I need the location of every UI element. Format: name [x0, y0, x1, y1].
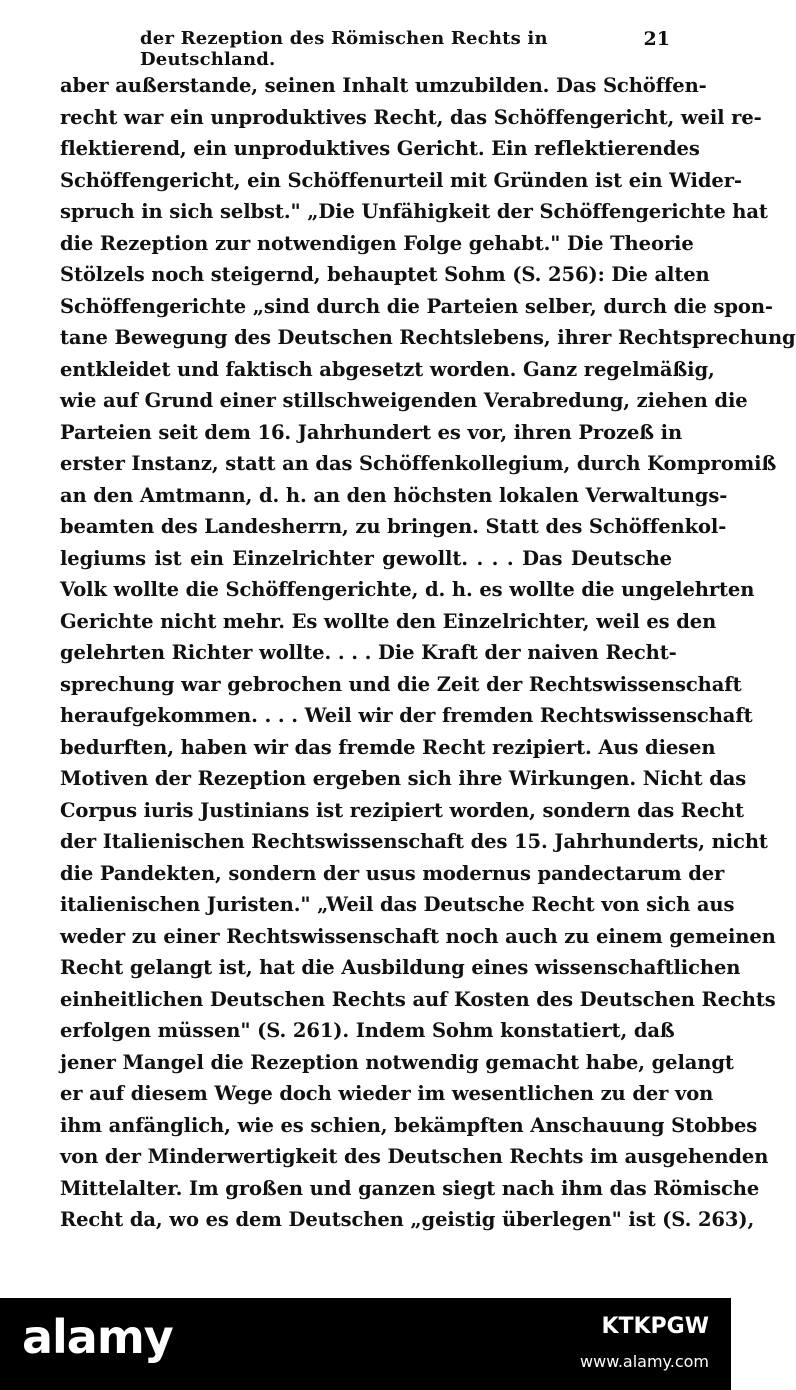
text-line: heraufgekommen. . . . Weil wir der fremden Rechtswissenschaft: [60, 704, 753, 727]
body-text: [60, 70, 796, 1236]
text-line: spruch in sich selbst." „Die Unfähigkeit der Schöffengerichte hat: [60, 200, 768, 223]
text-line: recht war ein unproduktives Recht, das Schöffengericht, weil re-: [60, 105, 762, 129]
text-line: er auf diesem Wege doch wieder im wesentlichen zu der von: [60, 1082, 714, 1105]
text-line: Stölzels noch steigernd, behauptet Sohm (S. 256): Die alten: [60, 263, 710, 286]
text-line: beamten des Landesherrn, zu bringen. Statt des Schöffenkol-: [60, 515, 727, 538]
text-line: Parteien seit dem 16. Jahrhundert es vor, ihren Prozeß in: [60, 420, 683, 444]
watermark-logo: alamy: [22, 1310, 173, 1364]
watermark-bar: [0, 1298, 731, 1390]
text-line: Volk wollte die Schöffengerichte, d. h. es wollte die ungelehrten: [60, 578, 755, 601]
text-line: die Pandekten, sondern der usus modernus pandectarum der: [60, 861, 725, 885]
text-line: legiums ist ein Einzelrichter gewollt. . . . Das Deutsche: [60, 546, 672, 570]
text-line: sprechung war gebrochen und die Zeit der Rechtswissenschaft: [60, 672, 742, 696]
text-line: erfolgen müssen" (S. 261). Indem Sohm konstatiert, daß: [60, 1019, 675, 1042]
text-line: aber außerstande, seinen Inhalt umzubilden. Das Schöffen-: [60, 74, 707, 97]
text-line: Gerichte nicht mehr. Es wollte den Einzelrichter, weil es den: [60, 609, 717, 633]
watermark-url: www.alamy.com: [580, 1352, 709, 1371]
text-line: Recht gelangt ist, hat die Ausbildung eines wissenschaftlichen: [60, 956, 741, 979]
text-line: der Italienischen Rechtswissenschaft des 15. Jahrhunderts, nicht: [60, 830, 768, 853]
text-line: wie auf Grund einer stillschweigenden Verabredung, ziehen die: [60, 389, 748, 412]
text-line: von der Minderwertigkeit des Deutschen Rechts im ausgehenden: [60, 1145, 769, 1168]
text-line: Schöffengerichte „sind durch die Parteien selber, durch die spon-: [60, 294, 773, 318]
text-line: Corpus iuris Justinians ist rezipiert worden, sondern das Recht: [60, 798, 744, 822]
text-line: an den Amtmann, d. h. an den höchsten lokalen Verwaltungs-: [60, 483, 728, 507]
text-line: ihm anfänglich, wie es schien, bekämpften Anschauung Stobbes: [60, 1113, 758, 1137]
text-line: Mittelalter. Im großen und ganzen siegt nach ihm das Römische: [60, 1176, 760, 1200]
page-number: 21: [643, 28, 670, 50]
running-head: [60, 28, 670, 70]
text-line: erster Instanz, statt an das Schöffenkollegium, durch Kompromiß: [60, 452, 777, 475]
text-line: tane Bewegung des Deutschen Rechtslebens, ihrer Rechtsprechung: [60, 326, 796, 349]
text-line: italienischen Juristen." „Weil das Deutsche Recht von sich aus: [60, 893, 735, 916]
text-line: Motiven der Rezeption ergeben sich ihre Wirkungen. Nicht das: [60, 767, 747, 790]
text-line: Schöffengericht, ein Schöffenurteil mit Gründen ist ein Wider-: [60, 168, 742, 192]
text-line: jener Mangel die Rezeption notwendig gemacht habe, gelangt: [60, 1050, 734, 1074]
text-line: weder zu einer Rechtswissenschaft noch auch zu einem gemeinen: [60, 924, 776, 948]
running-title: der Rezeption des Römischen Rechts in Deutschland.: [140, 28, 548, 70]
text-line: flektierend, ein unproduktives Gericht. Ein reflektierendes: [60, 137, 700, 160]
text-line: Recht da, wo es dem Deutschen „geistig überlegen" ist (S. 263),: [60, 1208, 755, 1231]
text-line: einheitlichen Deutschen Rechts auf Kosten des Deutschen Rechts: [60, 987, 776, 1011]
watermark-image-id: KTKPGW: [601, 1314, 709, 1339]
text-line: gelehrten Richter wollte. . . . Die Kraft der naiven Recht-: [60, 641, 677, 664]
text-line: die Rezeption zur notwendigen Folge gehabt." Die Theorie: [60, 231, 694, 255]
text-line: entkleidet und faktisch abgesetzt worden. Ganz regelmäßig,: [60, 357, 715, 381]
text-line: bedurften, haben wir das fremde Recht rezipiert. Aus diesen: [60, 735, 716, 759]
